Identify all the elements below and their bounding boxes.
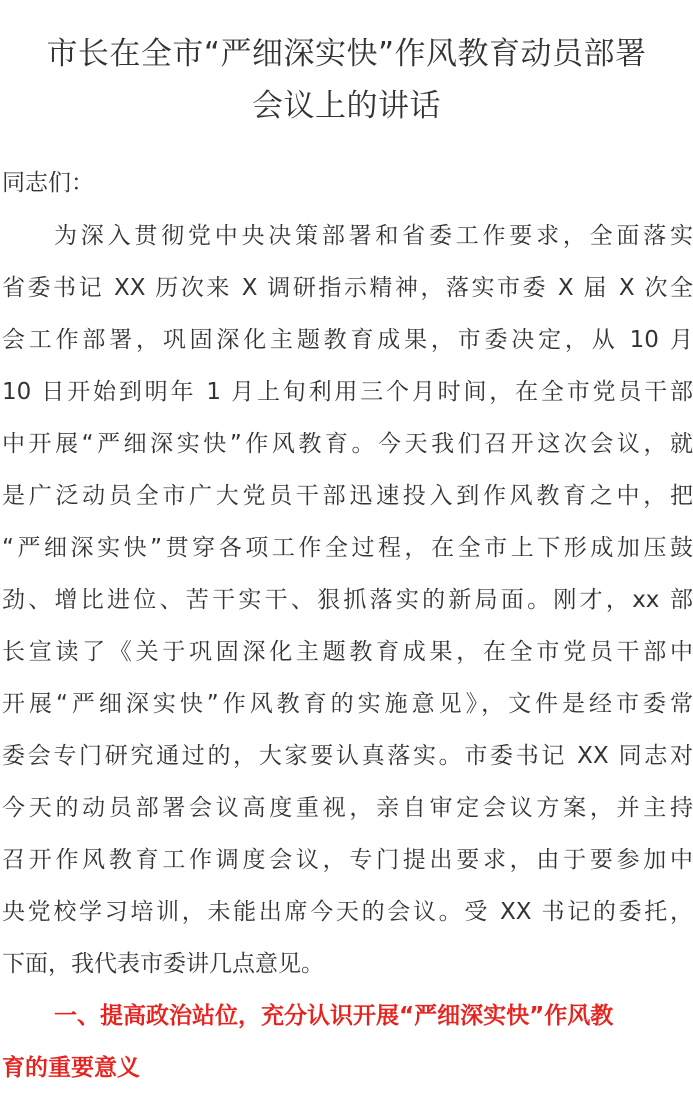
- title-line-1: 市长在全市“严细深实快”作风教育动员部署: [46, 36, 647, 72]
- paragraph-line: 是广泛动员全市广大党员干部迅速投入到作风教育之中，把: [2, 483, 693, 509]
- paragraph-line: 中开展“严细深实快”作风教育。今天我们召开这次会议，就: [2, 431, 693, 457]
- section-heading-line-1: 一、提高政治站位，充分认识开展“严细深实快”作风教: [54, 1003, 614, 1029]
- paragraph-line: 会工作部署，巩固深化主题教育成果，市委决定，从 10 月: [2, 327, 693, 353]
- paragraph-line: “严细深实快”贯穿各项工作全过程，在全市上下形成加压鼓: [2, 535, 693, 561]
- greeting: 同志们：: [2, 170, 94, 196]
- paragraph-line: 10 日开始到明年 1 月上旬利用三个月时间，在全市党员干部: [2, 379, 693, 405]
- paragraph-line: 召开作风教育工作调度会议，专门提出要求，由于要参加中: [2, 847, 693, 873]
- paragraph-line: 省委书记 XX 历次来 X 调研指示精神，落实市委 X 届 X 次全: [2, 275, 693, 301]
- title-line-2: 会议上的讲话: [252, 88, 441, 124]
- paragraph-line: 委会专门研究通过的，大家要认真落实。市委书记 XX 同志对: [2, 743, 693, 769]
- paragraph-line: 长宣读了《关于巩固深化主题教育成果，在全市党员干部中: [2, 639, 693, 665]
- section-1-heading: [2, 990, 693, 1094]
- paragraph-line: 央党校学习培训，未能出席今天的会议。受 XX 书记的委托，: [2, 899, 693, 925]
- paragraph-line: 劲、增比进位、苦干实干、狠抓落实的新局面。刚才，xx 部: [2, 587, 693, 613]
- paragraph-1: [2, 210, 693, 990]
- paragraph-line: 今天的动员部署会议高度重视，亲自审定会议方案，并主持: [2, 795, 693, 821]
- section-heading-line-2: 育的重要意义: [2, 1055, 140, 1081]
- paragraph-line: 下面，我代表市委讲几点意见。: [2, 951, 324, 977]
- paragraph-line: 为深入贯彻党中央决策部署和省委工作要求，全面落实: [54, 223, 693, 249]
- document-title: [0, 0, 693, 132]
- paragraph-line: 开展“严细深实快”作风教育的实施意见》，文件是经市委常: [2, 691, 693, 717]
